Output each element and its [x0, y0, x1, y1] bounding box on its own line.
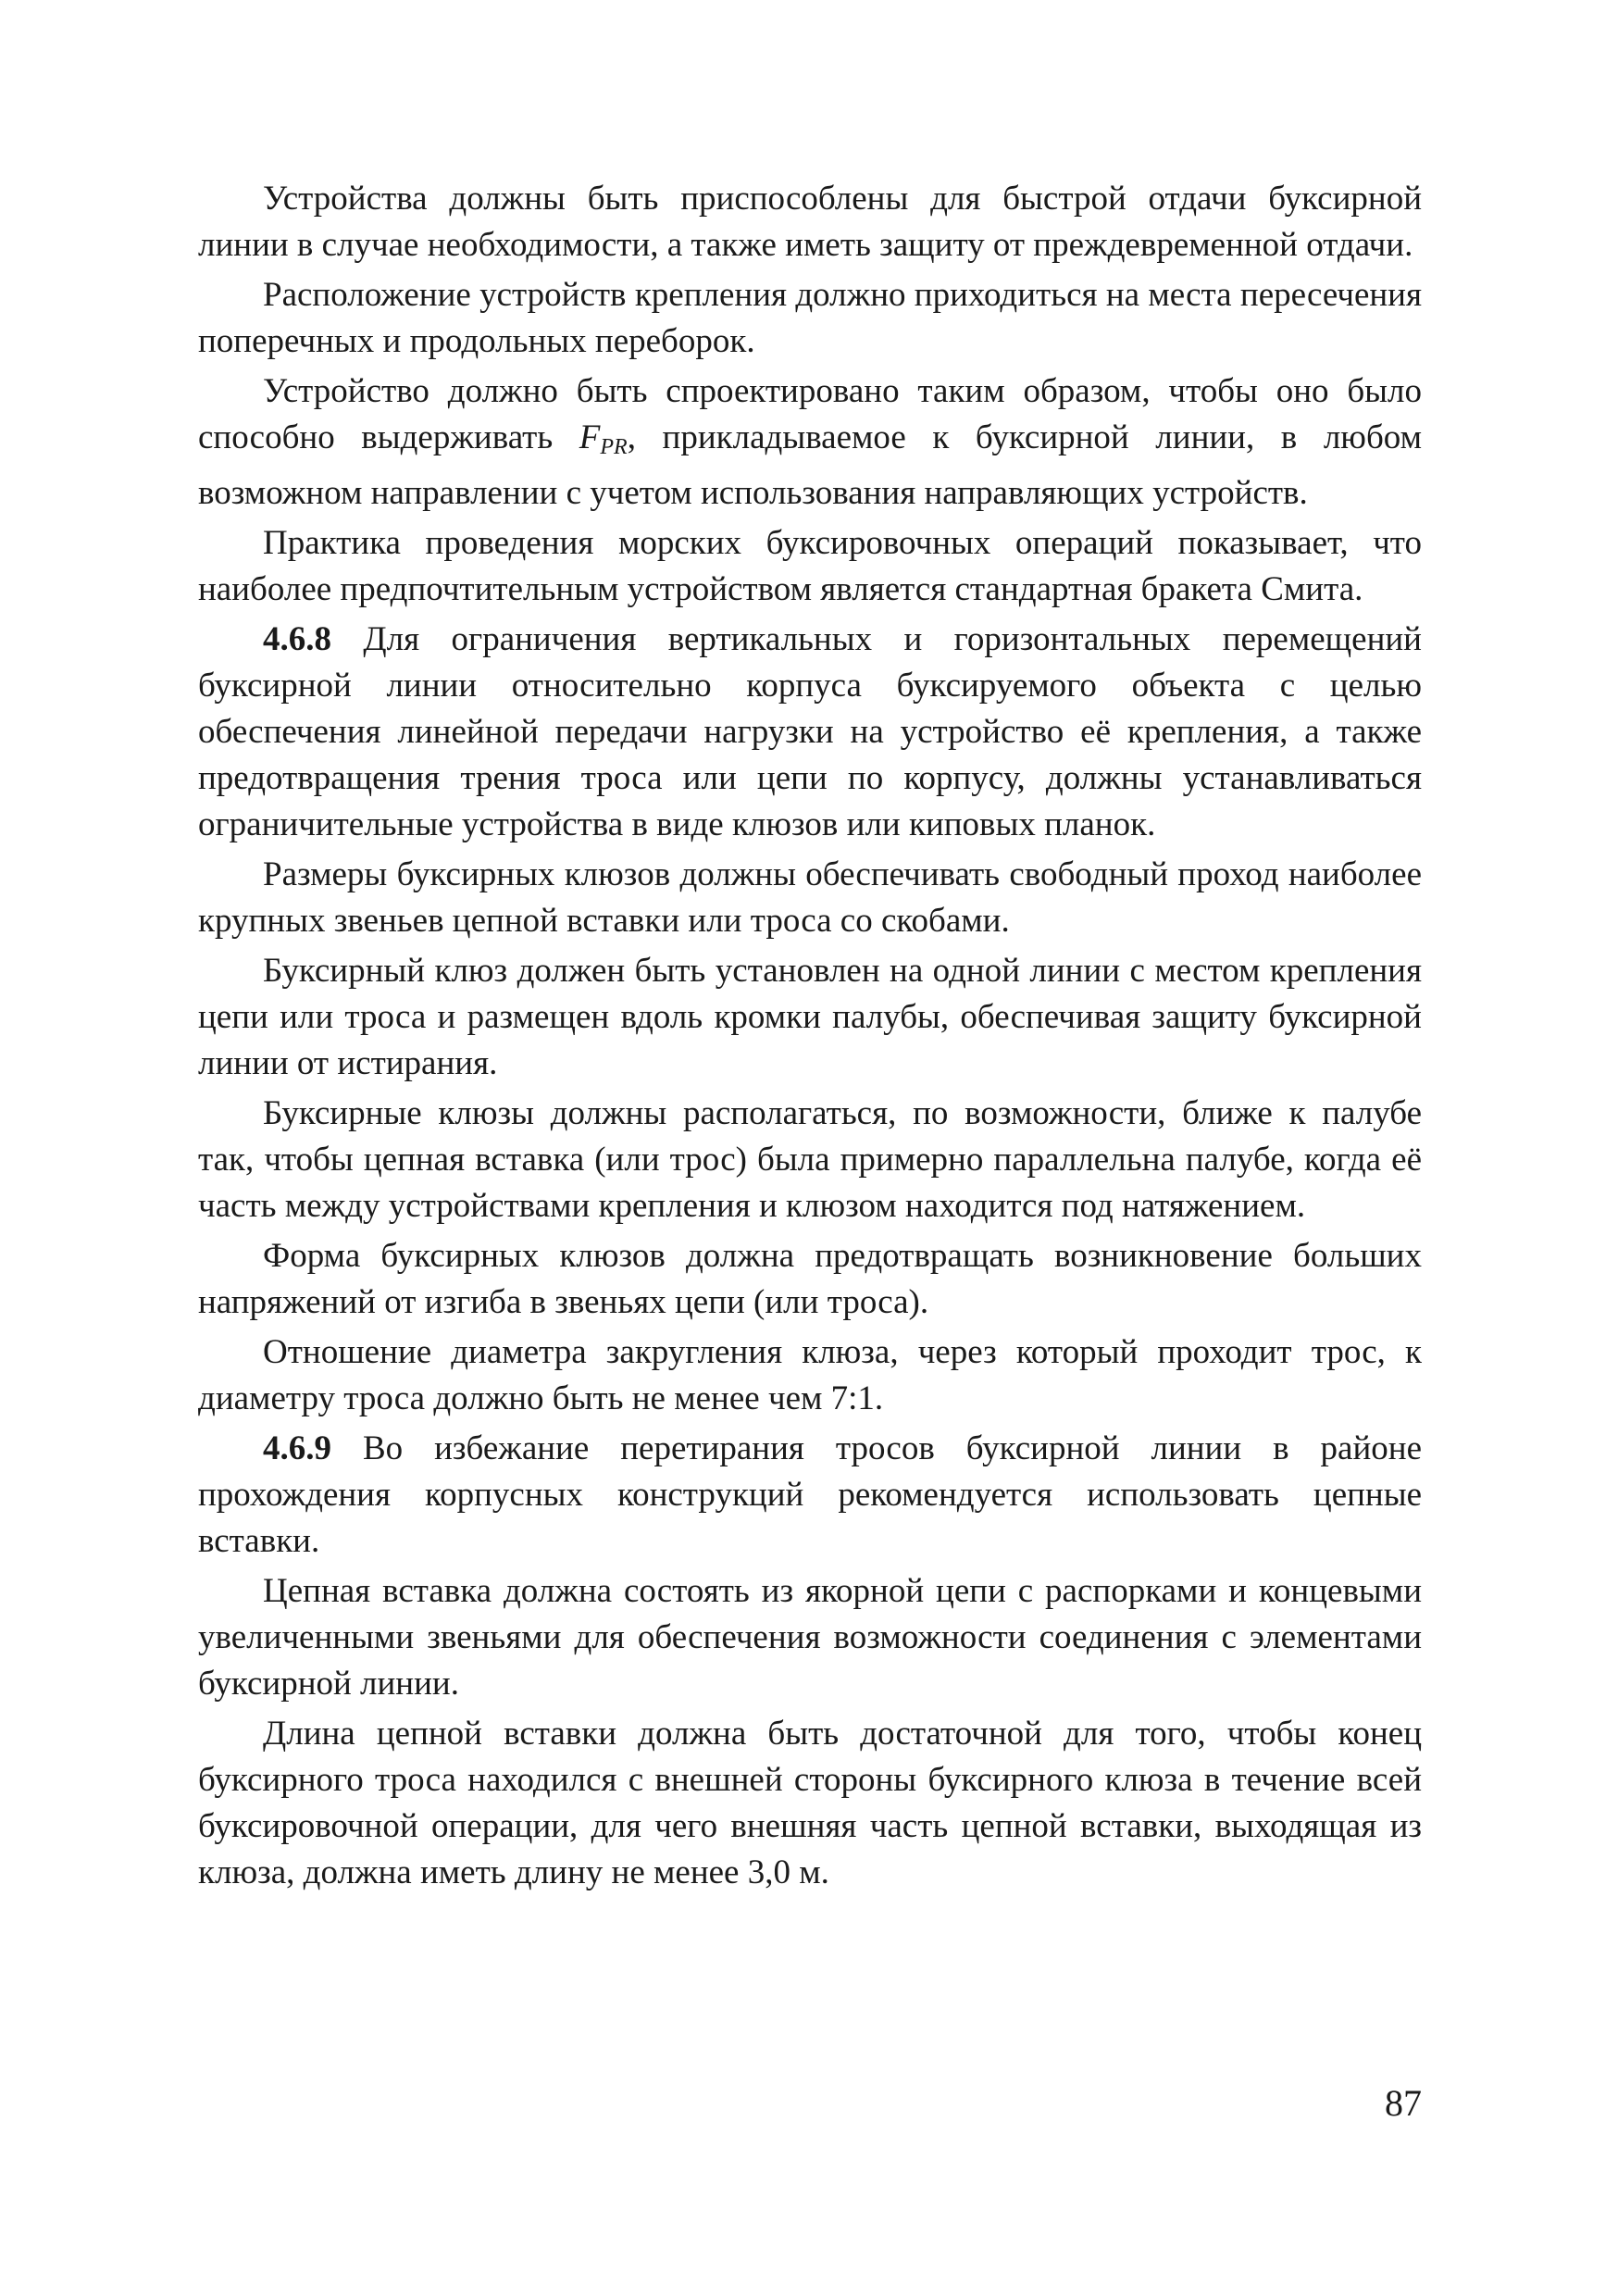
- paragraph-fairlead-shape: Форма буксирных клюзов должна предотвращать возникновение больших напряжений от изгиба в звеньях цепи (или троса).: [198, 1237, 1422, 1321]
- paragraph-smit-bracket: Практика проведения морских буксировочных операций показывает, что наиболее предпочтительным устройством является стандартная бракета Смита.: [198, 524, 1422, 608]
- load-variable: [579, 418, 628, 459]
- paragraph-fairlead-placement: Буксирный клюз должен быть установлен на одной линии с местом крепления цепи или троса и размещен вдоль кромки палубы, обеспечивая защиту буксирной линии от истирания.: [198, 952, 1422, 1082]
- paragraph-diameter-ratio: Отношение диаметра закругления клюза, через который проходит трос, к диаметру троса должно быть не менее чем 7:1.: [198, 1333, 1422, 1417]
- clause-4-6-9: [198, 1426, 1422, 1568]
- paragraph-design-load: [198, 368, 1422, 520]
- clause-text: Для ограничения вертикальных и горизонтальных перемещений буксирной линии относительно корпуса буксируемого объекта с целью обеспечения линейной передачи нагрузки на устройство её крепления, а также предотвращения трения троса или цепи по корпусу, должны устанавливаться ограничительные устройства в виде клюзов или киповых планок.: [198, 620, 1422, 843]
- page-number: 87: [1385, 2082, 1422, 2124]
- paragraph-fairlead-size: Размеры буксирных клюзов должны обеспечивать свободный проход наиболее крупных звеньев цепной вставки или троса со скобами.: [198, 855, 1422, 940]
- paragraph-chain-length: Длина цепной вставки должна быть достаточной для того, чтобы конец буксирного троса находился с внешней стороны буксирного клюза в течение всей буксировочной операции, для чего внешняя часть цепной вставки, выходящая из клюза, должна иметь длину не менее 3,0 м.: [198, 1715, 1422, 1891]
- clause-number: 4.6.8: [263, 620, 331, 658]
- paragraph-quick-release: Устройства должны быть приспособлены для быстрой отдачи буксирной линии в случае необходимости, а также иметь защиту от преждевременной отдачи.: [198, 180, 1422, 264]
- load-variable-main: F: [579, 418, 601, 456]
- paragraph-chain-composition: Цепная вставка должна состоять из якорной цепи с распорками и концевыми увеличенными звеньями для обеспечения возможности соединения с элементами буксирной линии.: [198, 1572, 1422, 1703]
- clause-text: Во избежание перетирания тросов буксирной линии в районе прохождения корпусных конструкций рекомендуется использовать цепные вставки.: [198, 1429, 1422, 1560]
- clause-number: 4.6.9: [263, 1429, 331, 1467]
- clause-4-6-8: [198, 617, 1422, 852]
- body-text: [198, 176, 1422, 1900]
- paragraph-fairlead-deck: Буксирные клюзы должны располагаться, по возможности, ближе к палубе так, чтобы цепная вставка (или трос) была примерно параллельна палубе, когда её часть между устройствами крепления и клюзом находится под натяжением.: [198, 1094, 1422, 1225]
- load-variable-subscript: PR: [600, 435, 628, 459]
- paragraph-design-load-before: Устройство должно быть спроектировано таким образом, чтобы оно было способно выдерживать: [198, 372, 1422, 456]
- paragraph-design-load-after: , прикладываемое к буксирной линии, в любом возможном направлении с учетом использования направляющих устройств.: [198, 418, 1422, 512]
- paragraph-fastening-location: Расположение устройств крепления должно приходиться на места пересечения поперечных и продольных переборок.: [198, 276, 1422, 360]
